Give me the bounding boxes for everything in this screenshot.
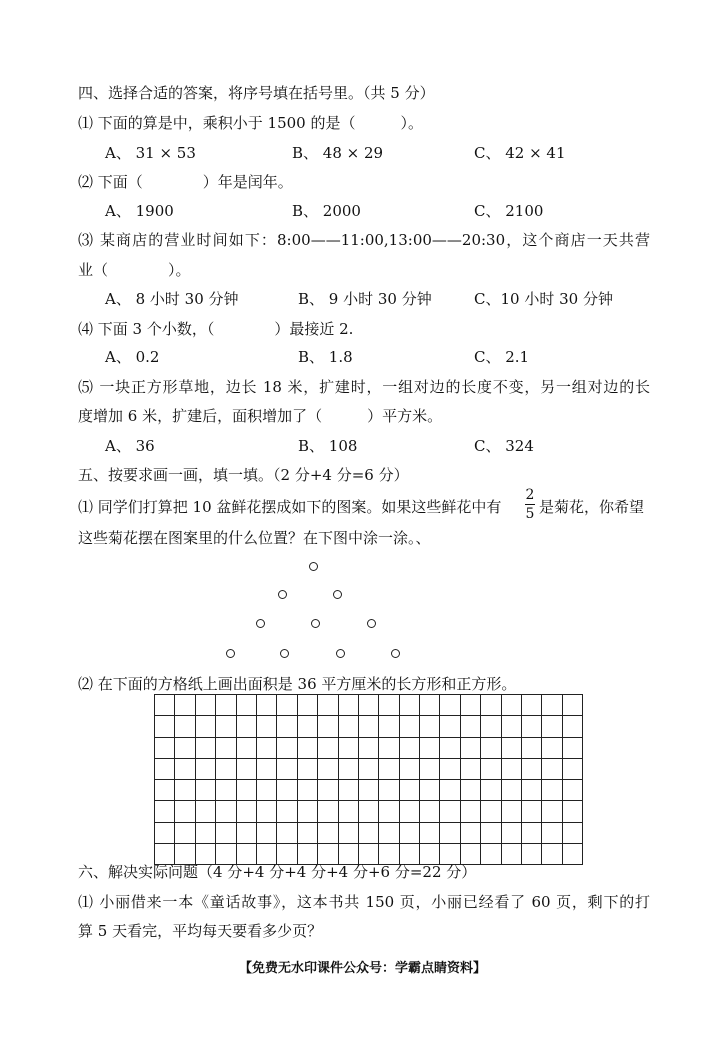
grid-cell[interactable] [542, 780, 562, 801]
grid-cell[interactable] [542, 737, 562, 758]
grid-cell[interactable] [236, 822, 256, 843]
grid-cell[interactable] [175, 822, 195, 843]
grid-cell[interactable] [481, 844, 501, 865]
grid-cell[interactable] [297, 780, 317, 801]
q4-5-option-a: A、 36 [105, 437, 155, 455]
grid-cell[interactable] [399, 822, 419, 843]
grid-cell[interactable] [420, 801, 440, 822]
q4-4-option-b: B、 1.8 [298, 348, 353, 366]
grid-cell[interactable] [277, 780, 297, 801]
grid-cell[interactable] [338, 780, 358, 801]
grid-cell[interactable] [195, 737, 215, 758]
flower-circle[interactable] [280, 649, 289, 658]
grid-cell[interactable] [460, 737, 480, 758]
q5-1-stem-line2: 这些菊花摆在图案里的什么位置？在下图中涂一涂。、 [78, 529, 431, 547]
grid-cell[interactable] [175, 737, 195, 758]
grid-cell[interactable] [399, 801, 419, 822]
grid-cell[interactable] [216, 737, 236, 758]
grid-cell[interactable] [358, 801, 378, 822]
grid-cell[interactable] [338, 758, 358, 779]
section6-heading: 六、解决实际问题（4 分+4 分+4 分+4 分+6 分=22 分） [78, 863, 477, 881]
grid-cell[interactable] [277, 716, 297, 737]
grid-cell[interactable] [155, 695, 175, 716]
q4-4-option-c: C、 2.1 [474, 348, 530, 366]
grid-cell[interactable] [522, 780, 542, 801]
q5-1-stem-after: 是菊花，你希望 [539, 498, 645, 516]
q5-2-stem: ⑵ 在下面的方格纸上画出面积是 36 平方厘米的长方形和正方形。 [78, 675, 517, 693]
grid-cell[interactable] [155, 780, 175, 801]
grid-cell[interactable] [420, 737, 440, 758]
q4-1-option-a: A、 31 × 53 [105, 144, 196, 162]
grid-cell[interactable] [236, 801, 256, 822]
grid-cell[interactable] [236, 716, 256, 737]
grid-cell[interactable] [195, 822, 215, 843]
grid-cell[interactable] [522, 844, 542, 865]
grid-cell[interactable] [297, 758, 317, 779]
grid-cell[interactable] [216, 780, 236, 801]
grid-cell[interactable] [338, 822, 358, 843]
q6-1-stem-line2: 算 5 天看完，平均每天要看多少页？ [78, 922, 323, 940]
grid-cell[interactable] [501, 780, 521, 801]
flower-circle[interactable] [311, 619, 320, 628]
grid-cell[interactable] [379, 758, 399, 779]
grid-cell[interactable] [562, 716, 582, 737]
grid-cell[interactable] [562, 758, 582, 779]
grid-cell[interactable] [542, 801, 562, 822]
grid-cell[interactable] [216, 716, 236, 737]
grid-cell[interactable] [481, 737, 501, 758]
grid-cell[interactable] [399, 695, 419, 716]
grid-cell[interactable] [440, 822, 460, 843]
grid-cell[interactable] [460, 716, 480, 737]
grid-cell[interactable] [399, 780, 419, 801]
grid-row [155, 780, 583, 801]
grid-cell[interactable] [155, 822, 175, 843]
section4-heading: 四、选择合适的答案，将序号填在括号里。（共 5 分） [78, 84, 435, 102]
flower-circle[interactable] [367, 619, 376, 628]
flower-circle[interactable] [333, 590, 342, 599]
fraction-numerator: 2 [525, 487, 535, 503]
grid-row [155, 695, 583, 716]
grid-cell[interactable] [379, 801, 399, 822]
grid-cell[interactable] [522, 822, 542, 843]
grid-cell[interactable] [256, 695, 276, 716]
grid-cell[interactable] [318, 822, 338, 843]
footer-note: 【免费无水印课件公众号：学霸点睛资料】 [238, 961, 486, 976]
grid-cell[interactable] [175, 716, 195, 737]
grid-cell[interactable] [216, 801, 236, 822]
grid-cell[interactable] [216, 758, 236, 779]
q4-3-option-a: A、 8 小时 30 分钟 [105, 290, 239, 308]
grid-cell[interactable] [501, 716, 521, 737]
grid-row [155, 716, 583, 737]
fraction-denominator: 5 [525, 506, 535, 522]
section5-heading: 五、按要求画一画，填一填。（2 分+4 分=6 分） [78, 466, 409, 484]
grid-cell[interactable] [501, 737, 521, 758]
grid-cell[interactable] [256, 758, 276, 779]
grid-cell[interactable] [277, 737, 297, 758]
q4-3-option-b: B、 9 小时 30 分钟 [298, 290, 432, 308]
grid-cell[interactable] [236, 758, 256, 779]
grid-row [155, 801, 583, 822]
grid-cell[interactable] [358, 780, 378, 801]
grid-cell[interactable] [195, 801, 215, 822]
grid-cell[interactable] [256, 801, 276, 822]
grid-cell[interactable] [522, 737, 542, 758]
grid-cell[interactable] [195, 716, 215, 737]
grid-cell[interactable] [256, 716, 276, 737]
grid-row [155, 737, 583, 758]
grid-cell[interactable] [501, 695, 521, 716]
grid-cell[interactable] [195, 780, 215, 801]
flower-circle[interactable] [226, 649, 235, 658]
grid-cell[interactable] [318, 780, 338, 801]
q5-1-stem-before: ⑴ 同学们打算把 10 盆鲜花摆成如下的图案。如果这些鲜花中有 [78, 498, 502, 516]
grid-cell[interactable] [318, 716, 338, 737]
grid-cell[interactable] [358, 737, 378, 758]
grid-cell[interactable] [420, 758, 440, 779]
grid-cell[interactable] [175, 758, 195, 779]
grid-cell[interactable] [318, 758, 338, 779]
q4-3-option-c: C、10 小时 30 分钟 [474, 290, 613, 308]
grid-cell[interactable] [562, 737, 582, 758]
q4-5-stem-line1: ⑸ 一块正方形草地，边长 18 米，扩建时，一组对边的长度不变，另一组对边的长 [78, 378, 650, 396]
q4-1-option-c: C、 42 × 41 [474, 144, 566, 162]
grid-cell[interactable] [297, 695, 317, 716]
grid-cell[interactable] [562, 780, 582, 801]
grid-cell[interactable] [542, 695, 562, 716]
grid-cell[interactable] [379, 737, 399, 758]
grid-cell[interactable] [216, 822, 236, 843]
grid-cell[interactable] [358, 716, 378, 737]
grid-cell[interactable] [236, 780, 256, 801]
grid-cell[interactable] [522, 758, 542, 779]
q4-4-option-a: A、 0.2 [105, 348, 160, 366]
q4-5-stem-line2: 度增加 6 米，扩建后，面积增加了（ ）平方米。 [78, 407, 443, 425]
grid-cell[interactable] [399, 737, 419, 758]
flower-circle[interactable] [336, 649, 345, 658]
grid-cell[interactable] [460, 780, 480, 801]
grid-cell[interactable] [440, 780, 460, 801]
fraction-bar [525, 504, 535, 505]
grid-cell[interactable] [542, 822, 562, 843]
grid-cell[interactable] [440, 695, 460, 716]
q4-1-stem: ⑴ 下面的算是中，乘积小于 1500 的是（ ）。 [78, 114, 423, 132]
grid-cell[interactable] [399, 758, 419, 779]
grid-cell[interactable] [358, 695, 378, 716]
grid-cell[interactable] [379, 780, 399, 801]
grid-cell[interactable] [379, 716, 399, 737]
grid-cell[interactable] [256, 822, 276, 843]
grid-cell[interactable] [338, 801, 358, 822]
grid-cell[interactable] [236, 737, 256, 758]
grid-cell[interactable] [175, 695, 195, 716]
grid-cell[interactable] [256, 737, 276, 758]
grid-cell[interactable] [318, 801, 338, 822]
grid-cell[interactable] [236, 695, 256, 716]
grid-cell[interactable] [420, 822, 440, 843]
q4-2-option-c: C、 2100 [474, 202, 544, 220]
grid-cell[interactable] [562, 844, 582, 865]
grid-cell[interactable] [358, 822, 378, 843]
grid-cell[interactable] [501, 801, 521, 822]
grid-cell[interactable] [420, 695, 440, 716]
grid-cell[interactable] [277, 801, 297, 822]
grid-cell[interactable] [562, 695, 582, 716]
grid-cell[interactable] [481, 695, 501, 716]
grid-cell[interactable] [501, 844, 521, 865]
q4-3-stem-line1: ⑶ 某商店的营业时间如下：8:00——11:00,13:00——20:30，这个商店一天共营 [78, 231, 650, 249]
grid-cell[interactable] [440, 737, 460, 758]
grid-cell[interactable] [562, 801, 582, 822]
grid-cell[interactable] [297, 737, 317, 758]
grid-cell[interactable] [460, 758, 480, 779]
flower-circle[interactable] [256, 619, 265, 628]
q4-2-stem: ⑵ 下面（ ）年是闰年。 [78, 173, 293, 191]
grid-cell[interactable] [562, 822, 582, 843]
grid-row [155, 758, 583, 779]
grid-cell[interactable] [460, 822, 480, 843]
grid-cell[interactable] [155, 716, 175, 737]
q6-1-stem-line1: ⑴ 小丽借来一本《童话故事》，这本书共 150 页，小丽已经看了 60 页，剩下的打 [78, 893, 650, 911]
grid-cell[interactable] [155, 737, 175, 758]
grid-cell[interactable] [155, 801, 175, 822]
grid-cell[interactable] [297, 822, 317, 843]
q4-2-option-b: B、 2000 [292, 202, 361, 220]
grid-cell[interactable] [522, 716, 542, 737]
grid-cell[interactable] [175, 780, 195, 801]
grid-cell[interactable] [440, 801, 460, 822]
flower-circle[interactable] [391, 649, 400, 658]
flower-circle[interactable] [309, 562, 318, 571]
grid-cell[interactable] [277, 822, 297, 843]
q4-4-stem: ⑷ 下面 3 个小数，（ ）最接近 2. [78, 320, 354, 338]
grid-cell[interactable] [256, 780, 276, 801]
q4-1-option-b: B、 48 × 29 [292, 144, 384, 162]
grid-cell[interactable] [379, 695, 399, 716]
grid-cell[interactable] [318, 737, 338, 758]
grid-cell[interactable] [358, 758, 378, 779]
flower-circle[interactable] [278, 590, 287, 599]
grid-paper[interactable] [154, 694, 583, 865]
grid-cell[interactable] [195, 695, 215, 716]
grid-cell[interactable] [297, 801, 317, 822]
grid-cell[interactable] [338, 737, 358, 758]
grid-cell[interactable] [318, 695, 338, 716]
grid-cell[interactable] [216, 695, 236, 716]
q4-3-stem-line2: 业（ ）。 [78, 261, 191, 279]
grid-cell[interactable] [460, 801, 480, 822]
grid-cell[interactable] [542, 758, 562, 779]
grid-cell[interactable] [399, 716, 419, 737]
grid-cell[interactable] [277, 695, 297, 716]
grid-cell[interactable] [542, 844, 562, 865]
grid-cell[interactable] [277, 758, 297, 779]
grid-cell[interactable] [420, 716, 440, 737]
grid-cell[interactable] [481, 780, 501, 801]
grid-cell[interactable] [297, 716, 317, 737]
grid-cell[interactable] [501, 822, 521, 843]
grid-cell[interactable] [522, 801, 542, 822]
q4-5-option-c: C、 324 [474, 437, 534, 455]
grid-cell[interactable] [338, 716, 358, 737]
grid-cell[interactable] [481, 716, 501, 737]
grid-row [155, 822, 583, 843]
grid-cell[interactable] [175, 801, 195, 822]
grid-cell[interactable] [481, 822, 501, 843]
grid-cell[interactable] [195, 758, 215, 779]
grid-cell[interactable] [542, 716, 562, 737]
grid-cell[interactable] [522, 695, 542, 716]
grid-cell[interactable] [481, 801, 501, 822]
grid-cell[interactable] [440, 758, 460, 779]
grid-cell[interactable] [481, 758, 501, 779]
grid-cell[interactable] [420, 780, 440, 801]
grid-cell[interactable] [501, 758, 521, 779]
grid-cell[interactable] [440, 716, 460, 737]
grid-cell[interactable] [379, 822, 399, 843]
q4-5-option-b: B、 108 [298, 437, 358, 455]
q4-2-option-a: A、 1900 [105, 202, 174, 220]
grid-cell[interactable] [338, 695, 358, 716]
grid-cell[interactable] [155, 758, 175, 779]
grid-cell[interactable] [460, 695, 480, 716]
